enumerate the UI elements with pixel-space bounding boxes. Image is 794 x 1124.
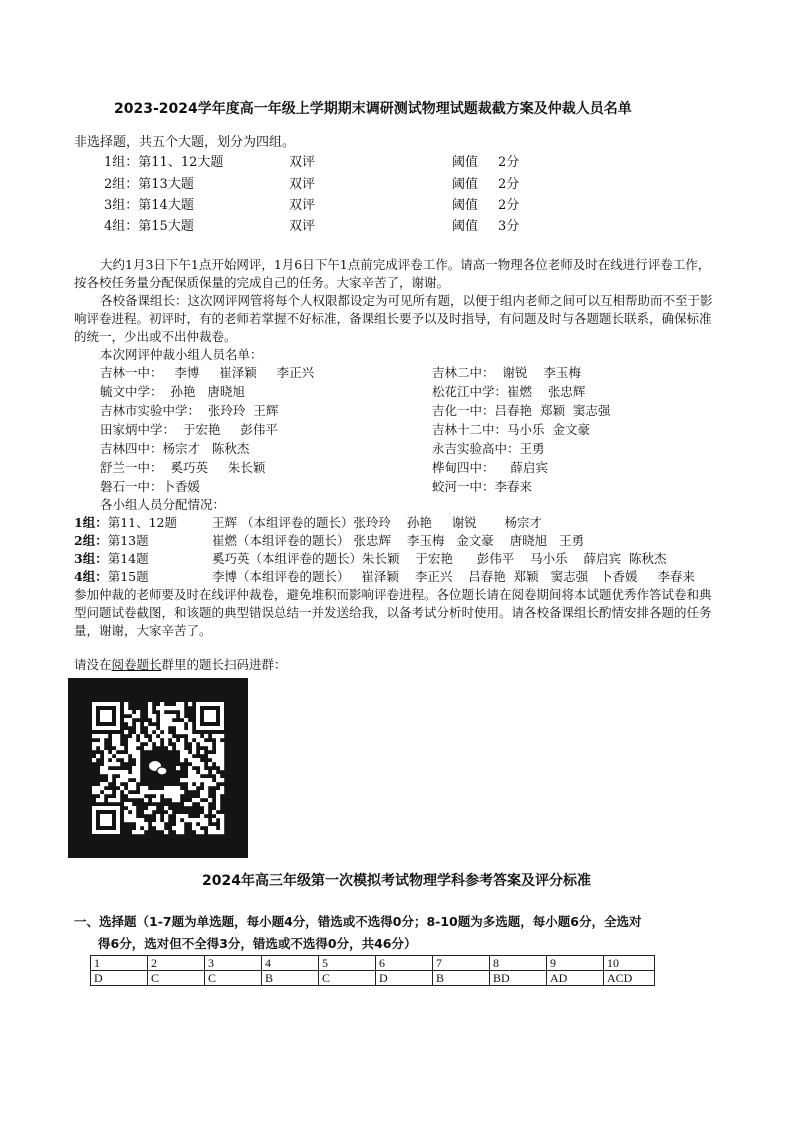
question-number: 8 [490,956,547,971]
qr-caption-link[interactable]: 阅卷题长 [111,657,162,672]
question-number: 9 [547,956,604,971]
group-threshold: 2分 [498,177,520,192]
school-entry: 吉化一中：吕春艳 郑颖 窦志强 [432,403,611,418]
paragraph-instructions: 各校备课组长：这次网评网管将每个人权限都设定为可见所有题，以便于组内老师之间可以互相帮助而不至于影响评卷进程。初评时，有的老师若掌握不好标准，备课组长要予以及时指导，有问题及时与各题题长联系，确保标准的统一，少出或不出仲裁卷。 [74,293,713,344]
answer-key: B [262,971,319,986]
answer-key-row [91,971,655,986]
group-mode: 双评 [289,198,316,213]
question-number: 6 [376,956,433,971]
paragraph-arbitration: 参加仲裁的老师要及时在线评仲裁卷，避免堆积而影响评卷进程。各位题长请在阅卷期间将本试题优秀作答试卷和典型问题试卷截图，和该题的典型错误总结一并发送给我，以备考试分析时使用。请各校备课组长酌情安排各题的任务量，谢谢，大家辛苦了。 [74,587,712,638]
qr-caption-prefix: 请没在 [74,657,112,672]
group-threshold-label: 阈值 [452,219,479,234]
school-entry: 松花江中学：崔燃 张忠辉 [432,384,586,399]
allocation-row [74,532,149,550]
allocation-question: 第11、12题 [107,515,178,530]
answer-key: C [148,971,205,986]
question-number: 10 [604,956,655,971]
answer-key: C [319,971,376,986]
school-entry: 蛟河一中：李春来 [432,479,533,494]
answers-title: 2024年高三年级第一次模拟考试物理学科参考答案及评分标准 [202,873,591,889]
school-entry: 吉林市实验中学： 张玲玲 王辉 [100,403,279,418]
answer-key: C [205,971,262,986]
group-mode: 双评 [289,155,316,170]
group-name: 4组：第15大题 [104,219,194,234]
page-title: 2023-2024学年度高一年级上学期期末调研测试物理试题裁截方案及仲裁人员名单 [114,101,632,117]
group-threshold-label: 阈值 [452,198,479,213]
group-name: 2组：第13大题 [104,177,194,192]
answer-number-row [91,956,655,971]
school-entry: 永吉实验高中：王勇 [432,441,545,456]
answer-key: ACD [604,971,655,986]
group-threshold: 3分 [498,219,520,234]
question-number: 1 [91,956,148,971]
school-entry: 桦甸四中： 薛启宾 [432,460,548,475]
answer-key: D [91,971,148,986]
paragraph-schedule: 大约1月3日下午1点开始网评，1月6日下午1点前完成评卷工作。请高一物理各位老师及时在线进行评卷工作，按各校任务量分配保质保量的完成自己的任务。大家辛苦了，谢谢。 [74,257,711,290]
qr-code-icon [68,678,248,858]
group-mode: 双评 [289,177,316,192]
allocation-row [74,550,149,568]
allocation-group: 2组： [74,533,108,548]
qr-caption-suffix: 群里的题长扫码进群： [161,657,287,672]
allocation-members: 王辉 （本组评卷的题长）张玲玲 孙艳 谢锐 杨宗才 [212,515,543,530]
allocation-members: 崔燃（本组评卷的题长） 张忠辉 李玉梅 金文豪 唐晓旭 王勇 [212,533,585,548]
school-entry: 舒兰一中： 奚巧英 朱长颖 [100,460,266,475]
allocation-question: 第15题 [107,569,149,584]
group-threshold: 2分 [498,198,520,213]
qr-code[interactable] [68,678,248,858]
school-entry: 毓文中学： 孙艳 唐晓旭 [100,384,245,399]
group-threshold-label: 阈值 [452,155,479,170]
section-heading-line1: 一、选择题（1-7题为单选题，每小题4分，错选或不选得0分；8-10题为多选题，每小题6分，全选对 [74,914,642,929]
allocation-row [74,568,149,586]
school-entry: 吉林一中： 李博 崔泽颖 李正兴 [100,365,315,380]
group-name: 3组：第14大题 [104,198,194,213]
allocation-row [74,514,177,532]
intro-text: 非选择题，共五个大题，划分为四组。 [74,135,296,150]
group-threshold: 2分 [498,155,520,170]
question-number: 7 [433,956,490,971]
group-threshold-label: 阈值 [452,177,479,192]
allocation-members: 奚巧英（本组评卷的题长）朱长颖 于宏艳 彭伟平 马小乐 薛启宾 陈秋杰 [212,551,667,566]
question-number: 2 [148,956,205,971]
school-entry: 磐石一中：卜香媛 [100,479,201,494]
school-entry: 吉林二中： 谢锐 李玉梅 [432,365,581,380]
allocation-members: 李博（本组评卷的题长） 崔泽颖 李正兴 吕春艳 郑颖 窦志强 卜香媛 李春来 [212,569,695,584]
allocation-question: 第13题 [107,533,149,548]
allocation-group: 3组： [74,551,108,566]
school-entry: 吉林四中：杨宗才 陈秋杰 [100,441,250,456]
answer-table [90,955,655,986]
answer-key: AD [547,971,604,986]
school-entry: 吉林十二中：马小乐 金文豪 [432,422,590,437]
answer-key: D [376,971,433,986]
question-number: 4 [262,956,319,971]
section-heading-line2: 得6分，选对但不全得3分，错选或不选得0分，共46分） [98,936,417,951]
answer-key: B [433,971,490,986]
answer-key: BD [490,971,547,986]
allocation-group: 4组： [74,569,108,584]
question-number: 3 [205,956,262,971]
school-entry: 田家炳中学： 于宏艳 彭伟平 [100,422,278,437]
arbitration-heading: 本次网评仲裁小组人员名单： [100,347,263,362]
group-name: 1组：第11、12大题 [104,155,224,170]
qr-caption [74,656,287,674]
allocation-heading: 各小组人员分配情况： [100,497,226,512]
question-number: 5 [319,956,376,971]
allocation-group: 1组： [74,515,108,530]
group-mode: 双评 [289,219,316,234]
allocation-question: 第14题 [107,551,149,566]
